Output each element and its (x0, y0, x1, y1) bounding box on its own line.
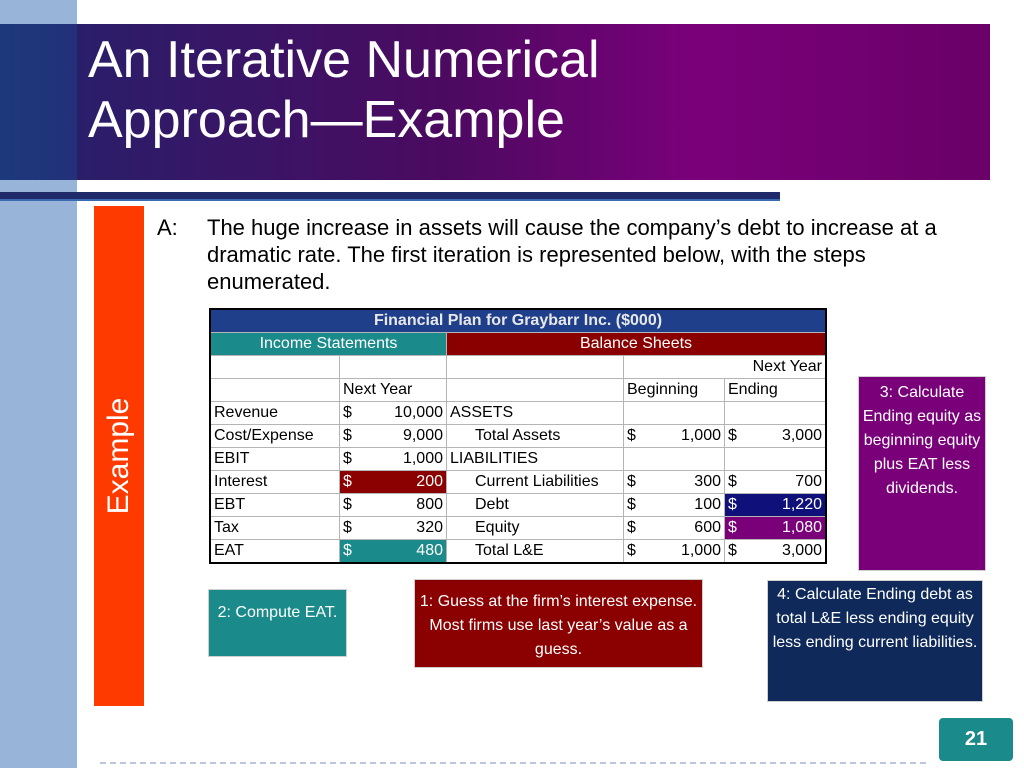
end-value: 700 (795, 473, 822, 490)
table-row (210, 425, 826, 448)
debt-ending-cell (725, 494, 827, 517)
bs-label: Current Liabilities (447, 471, 624, 494)
beg-value: 1,000 (680, 427, 721, 444)
dollar-sign: $ (728, 427, 737, 444)
bullet-label: A: (157, 215, 178, 240)
dollar-sign: $ (343, 496, 352, 513)
table-title: Financial Plan for Graybarr Inc. ($000) (210, 309, 826, 333)
balance-sheets-header: Balance Sheets (447, 333, 827, 356)
col-ending: Ending (725, 379, 827, 402)
slide-title (88, 30, 968, 150)
interest-value-cell (340, 471, 447, 494)
eat-value-cell (340, 540, 447, 564)
col-next-year: Next Year (340, 379, 447, 402)
title-rule (0, 192, 780, 199)
end-cell (725, 425, 827, 448)
is-label: Revenue (210, 402, 340, 425)
is-value: 1,000 (402, 450, 443, 467)
financial-plan-table (209, 308, 827, 564)
end-value: 3,000 (781, 427, 822, 444)
beg-value: 300 (694, 473, 721, 490)
dollar-sign: $ (343, 450, 352, 467)
dollar-sign: $ (343, 404, 352, 421)
beg-cell (624, 540, 725, 564)
is-value: 480 (416, 542, 443, 559)
dollar-sign: $ (343, 427, 352, 444)
is-label: EAT (210, 540, 340, 564)
is-value-cell (340, 517, 447, 540)
is-value: 200 (416, 473, 443, 490)
is-value-cell (340, 425, 447, 448)
is-label: EBIT (210, 448, 340, 471)
dollar-sign: $ (728, 542, 737, 559)
bullet-text: The huge increase in assets will cause the company’s debt to increase at a dramatic rate. The first iteration is represented below, with the steps enumerated. (207, 215, 937, 294)
title-line-1: An Iterative Numerical (88, 31, 600, 89)
beg-cell (624, 402, 725, 425)
dollar-sign: $ (627, 473, 636, 490)
step-2-note: 2: Compute EAT. (208, 589, 347, 657)
step-1-note: 1: Guess at the firm’s interest expense. Most firms use last year’s value as a guess. (414, 579, 703, 668)
end-cell (725, 448, 827, 471)
bs-label: LIABILITIES (447, 448, 624, 471)
beg-cell (624, 471, 725, 494)
title-line-2: Approach—Example (88, 91, 565, 149)
side-tab-label: Example (102, 397, 135, 515)
page-number: 21 (939, 718, 1013, 761)
step-4-note: 4: Calculate Ending debt as total L&E less ending equity less ending current liabilities. (767, 580, 983, 702)
beg-value: 600 (694, 519, 721, 536)
is-value: 320 (416, 519, 443, 536)
is-label: Tax (210, 517, 340, 540)
beg-cell (624, 425, 725, 448)
is-value-cell (340, 402, 447, 425)
blank-cell (340, 356, 447, 379)
dollar-sign: $ (343, 519, 352, 536)
table-row (210, 471, 826, 494)
dollar-sign: $ (728, 519, 737, 536)
end-value: 1,220 (781, 496, 822, 513)
beg-cell (624, 494, 725, 517)
blank-cell (447, 356, 624, 379)
bs-label: ASSETS (447, 402, 624, 425)
next-year-span-header: Next Year (624, 356, 827, 379)
footer-dotted-line (100, 762, 930, 764)
blank-cell (447, 379, 624, 402)
bs-label: Debt (447, 494, 624, 517)
step-3-note: 3: Calculate Ending equity as beginning equity plus EAT less dividends. (858, 376, 986, 571)
dollar-sign: $ (728, 496, 737, 513)
equity-ending-cell (725, 517, 827, 540)
is-value-cell (340, 494, 447, 517)
is-label: Cost/Expense (210, 425, 340, 448)
table-row (210, 448, 826, 471)
beg-value: 100 (694, 496, 721, 513)
dollar-sign: $ (627, 519, 636, 536)
dollar-sign: $ (627, 427, 636, 444)
is-value: 9,000 (402, 427, 443, 444)
dollar-sign: $ (343, 542, 352, 559)
bs-label: Equity (447, 517, 624, 540)
dollar-sign: $ (728, 473, 737, 490)
end-cell (725, 540, 827, 564)
end-value: 1,080 (781, 519, 822, 536)
blank-cell (210, 379, 340, 402)
beg-cell (624, 517, 725, 540)
is-label: EBT (210, 494, 340, 517)
bs-label: Total L&E (447, 540, 624, 564)
end-cell (725, 471, 827, 494)
is-label: Interest (210, 471, 340, 494)
bs-label: Total Assets (447, 425, 624, 448)
table-row (210, 402, 826, 425)
table-row (210, 540, 826, 564)
beg-value: 1,000 (680, 542, 721, 559)
beg-cell (624, 448, 725, 471)
blank-cell (210, 356, 340, 379)
table-row (210, 517, 826, 540)
is-value-cell (340, 448, 447, 471)
col-beginning: Beginning (624, 379, 725, 402)
end-value: 3,000 (781, 542, 822, 559)
income-statements-header: Income Statements (210, 333, 447, 356)
table-row (210, 494, 826, 517)
dollar-sign: $ (627, 496, 636, 513)
is-value: 10,000 (394, 404, 443, 421)
side-tab (94, 206, 144, 706)
end-cell (725, 402, 827, 425)
dollar-sign: $ (627, 542, 636, 559)
is-value: 800 (416, 496, 443, 513)
dollar-sign: $ (343, 473, 352, 490)
